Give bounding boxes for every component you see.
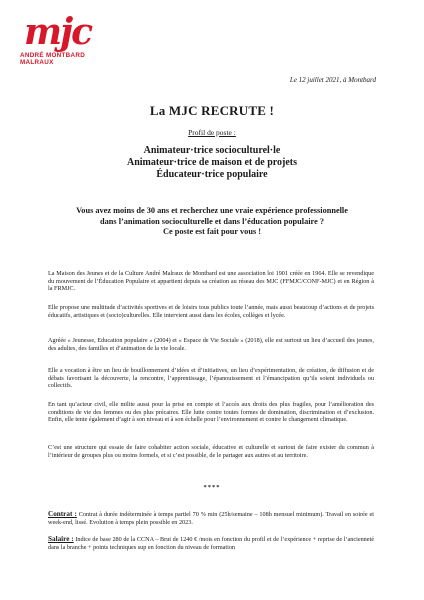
profil-label: Profil de poste : xyxy=(188,128,236,137)
job-title: Animateur·trice socioculturel·le xyxy=(143,145,281,156)
logo-mark: mjc xyxy=(24,11,92,53)
document-date: Le 12 juillet 2021, à Montbard xyxy=(289,76,376,84)
logo-line-2: MALRAUX xyxy=(20,59,54,66)
mjc-logo xyxy=(18,11,98,69)
paragraph-presentation: La Maison des Jeunes et de la Culture André Malraux de Montbard est une association loi 1901 créée en 1964. Elle se revendique du mouvement de l’Éducation Populaire et appartient depuis sa création au réseau des MJC (FFMJC/CONF-MJC) et en Région à la FRMJC. xyxy=(48,270,374,293)
contrat-label: Contrat : xyxy=(48,510,77,518)
separator: **** xyxy=(203,484,221,491)
contrat-section xyxy=(48,511,374,526)
page-title: La MJC RECRUTE ! xyxy=(149,103,275,118)
intro-callout xyxy=(40,206,384,238)
paragraph-engagement: En tant qu’acteur civil, elle milite aussi pour la prise en compte et l’accès aux droits des plus fragiles, pour l’amélioration des conditions de vie des femmes ou des plus précaires. Elle lutte contre toutes formes de domination, discrimination et d’exclusion. Enfin, elle tente également d’agir à son niveau et à son échelle pour l’environnement et contre le changement climatique. xyxy=(48,401,374,424)
salaire-text: Indice de base 280 de la CCNA – Brut de 1240 € /mois en fonction du profil et de l’expérience + reprise de l’ancienneté dans la branche + points techniques sup en fonction du niveau de formation xyxy=(48,536,374,551)
contrat-text: Contrat à durée indéterminée à temps partiel 70 % min (25h/semaine – 108h mensuel minimum). Travail en soirée et week-end, lissé. Evolution à temps plein possible en 2023. xyxy=(48,511,374,526)
salaire-section xyxy=(48,536,374,551)
paragraph-vocation: Elle a vocation à être un lieu de bouillonnement d’idées et d’initiatives, un lieu d’expérimentation, de création, de diffusion et de débats favorisant la découverte, la rencontre, l’apprentissage, l’épanouissement et l’émancipation qu’ils soient individuels ou collectifs. xyxy=(48,367,374,390)
salaire-label: Salaire : xyxy=(48,535,74,543)
paragraph-structure: C’est une structure qui essaie de faire cohabiter action sociale, éducative et culturelle et surtout de faire exister du commun à l’intérieur de groupes plus ou moins formels, et si c’est possible, de le partager aux autres et au territoire. xyxy=(48,444,374,459)
intro-line: dans l’animation socioculturelle et dans l’éducation populaire ? xyxy=(100,216,324,226)
intro-line: Vous avez moins de 30 ans et recherchez une vraie expérience professionnelle xyxy=(76,206,348,215)
paragraph-agrement: Agréée « Jeunesse, Education populaire » (2004) et « Espace de Vie Sociale » (2018), elle est surtout un lieu d’accueil des jeunes, des adultes, des familles et d’animation de la vie locale. xyxy=(48,337,374,352)
logo-line-1: ANDRÉ MONTBARD xyxy=(20,52,86,59)
job-titles xyxy=(0,145,424,181)
paragraph-activities: Elle propose une multitude d’activités sportives et de loisirs tous publics toute l’année, mais aussi beaucoup d’actions et de projets éducatifs, artistiques et (socio)culturelles. Elle intervient aussi dans les écoles, collèges et lycée. xyxy=(48,304,374,319)
intro-line: Ce poste est fait pour vous ! xyxy=(162,227,262,236)
job-title: Éducateur·trice populaire xyxy=(156,169,268,180)
job-title: Animateur·trice de maison et de projets xyxy=(126,157,298,168)
